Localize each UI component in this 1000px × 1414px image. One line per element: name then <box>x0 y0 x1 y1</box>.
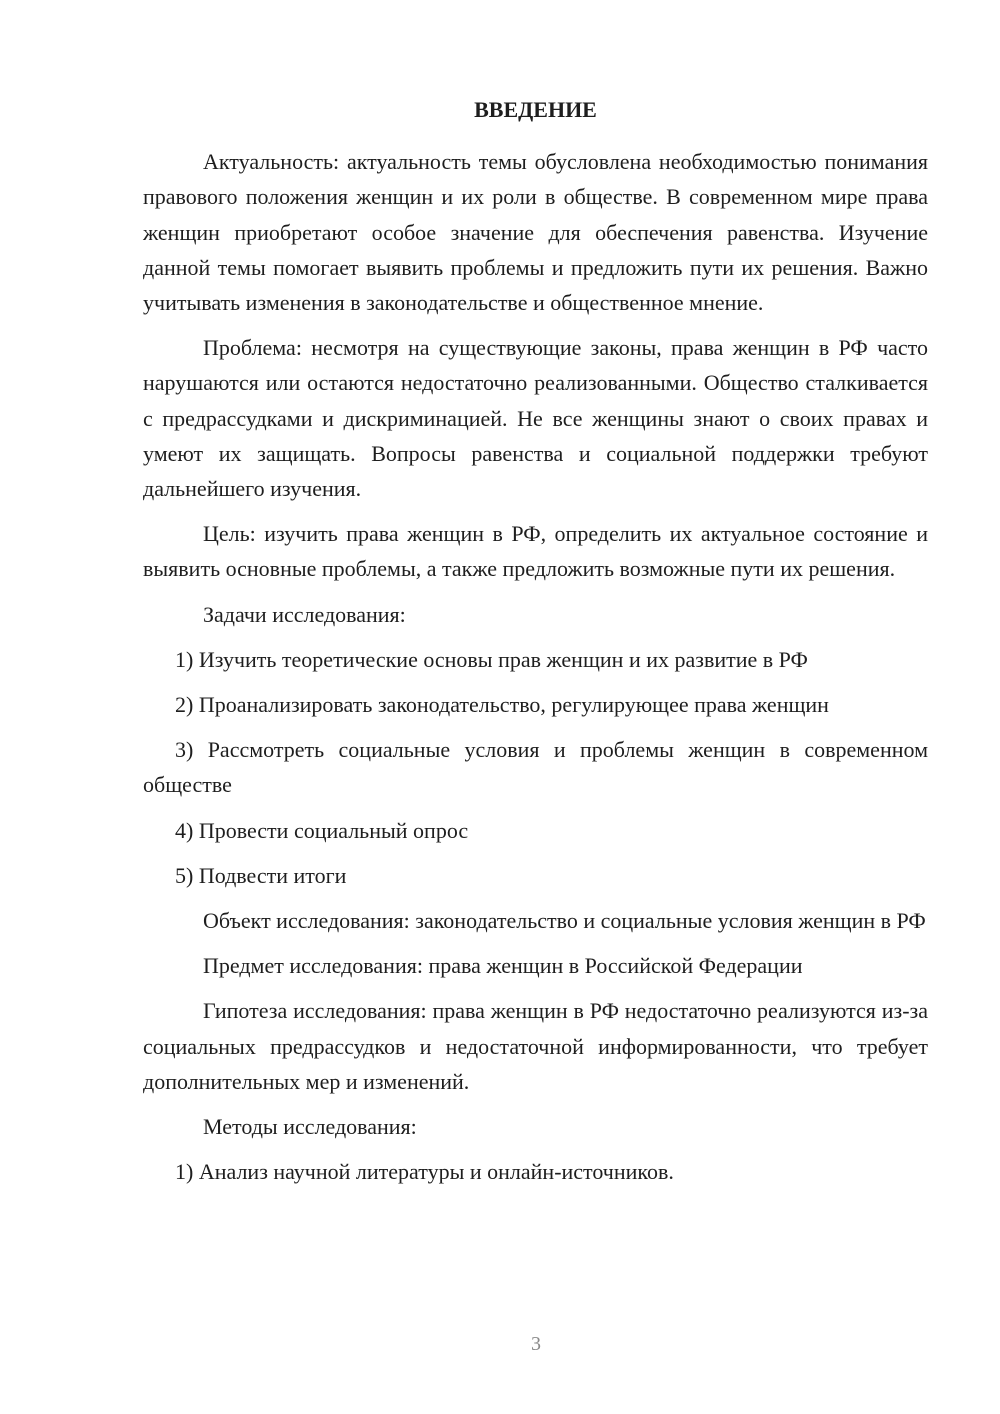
task-item: 1) Изучить теоретические основы прав женщин и их развитие в РФ <box>175 646 808 672</box>
hypothesis-paragraph: Гипотеза исследования: права женщин в РФ недостаточно реализуются из-за социальных предрассудков и недостаточной информированности, что требует дополнительных мер и изменений. <box>143 998 928 1094</box>
goal-paragraph: Цель: изучить права женщин в РФ, определить их актуальное состояние и выявить основные проблемы, а также предложить возможные пути их решения. <box>143 521 928 582</box>
methods-title: Методы исследования: <box>203 1114 417 1140</box>
task-item: 4) Провести социальный опрос <box>175 817 469 843</box>
task-item: 5) Подвести итоги <box>175 862 347 888</box>
task-item: 3) Рассмотреть социальные условия и проблемы женщин в современном обществе <box>143 737 928 798</box>
document-body <box>143 92 928 1199</box>
relevance-paragraph: Актуальность: актуальность темы обусловлена необходимостью понимания правового положения женщин и их роли в обществе. В современном мире права женщин приобретают особое значение для обеспечения равенства. Изучение данной темы помогает выявить проблемы и предложить пути их решения. Важно учитывать изменения в законодательстве и общественное мнение. <box>143 149 928 316</box>
subject-paragraph: Предмет исследования: права женщин в Российской Федерации <box>203 953 803 979</box>
problem-paragraph: Проблема: несмотря на существующие законы, права женщин в РФ часто нарушаются или остаются недостаточно реализованными. Общество сталкивается с предрассудками и дискриминацией. Не все женщины знают о своих правах и умеют их защищать. Вопросы равенства и социальной поддержки требуют дальнейшего изучения. <box>143 335 928 502</box>
tasks-title: Задачи исследования: <box>203 601 406 627</box>
object-paragraph: Объект исследования: законодательство и социальные условия женщин в РФ <box>203 908 926 934</box>
task-item: 2) Проанализировать законодательство, регулирующее права женщин <box>175 692 829 718</box>
section-heading: ВВЕДЕНИЕ <box>474 97 597 122</box>
page-number: 3 <box>531 1333 541 1355</box>
method-item: 1) Анализ научной литературы и онлайн-источников. <box>175 1159 674 1185</box>
